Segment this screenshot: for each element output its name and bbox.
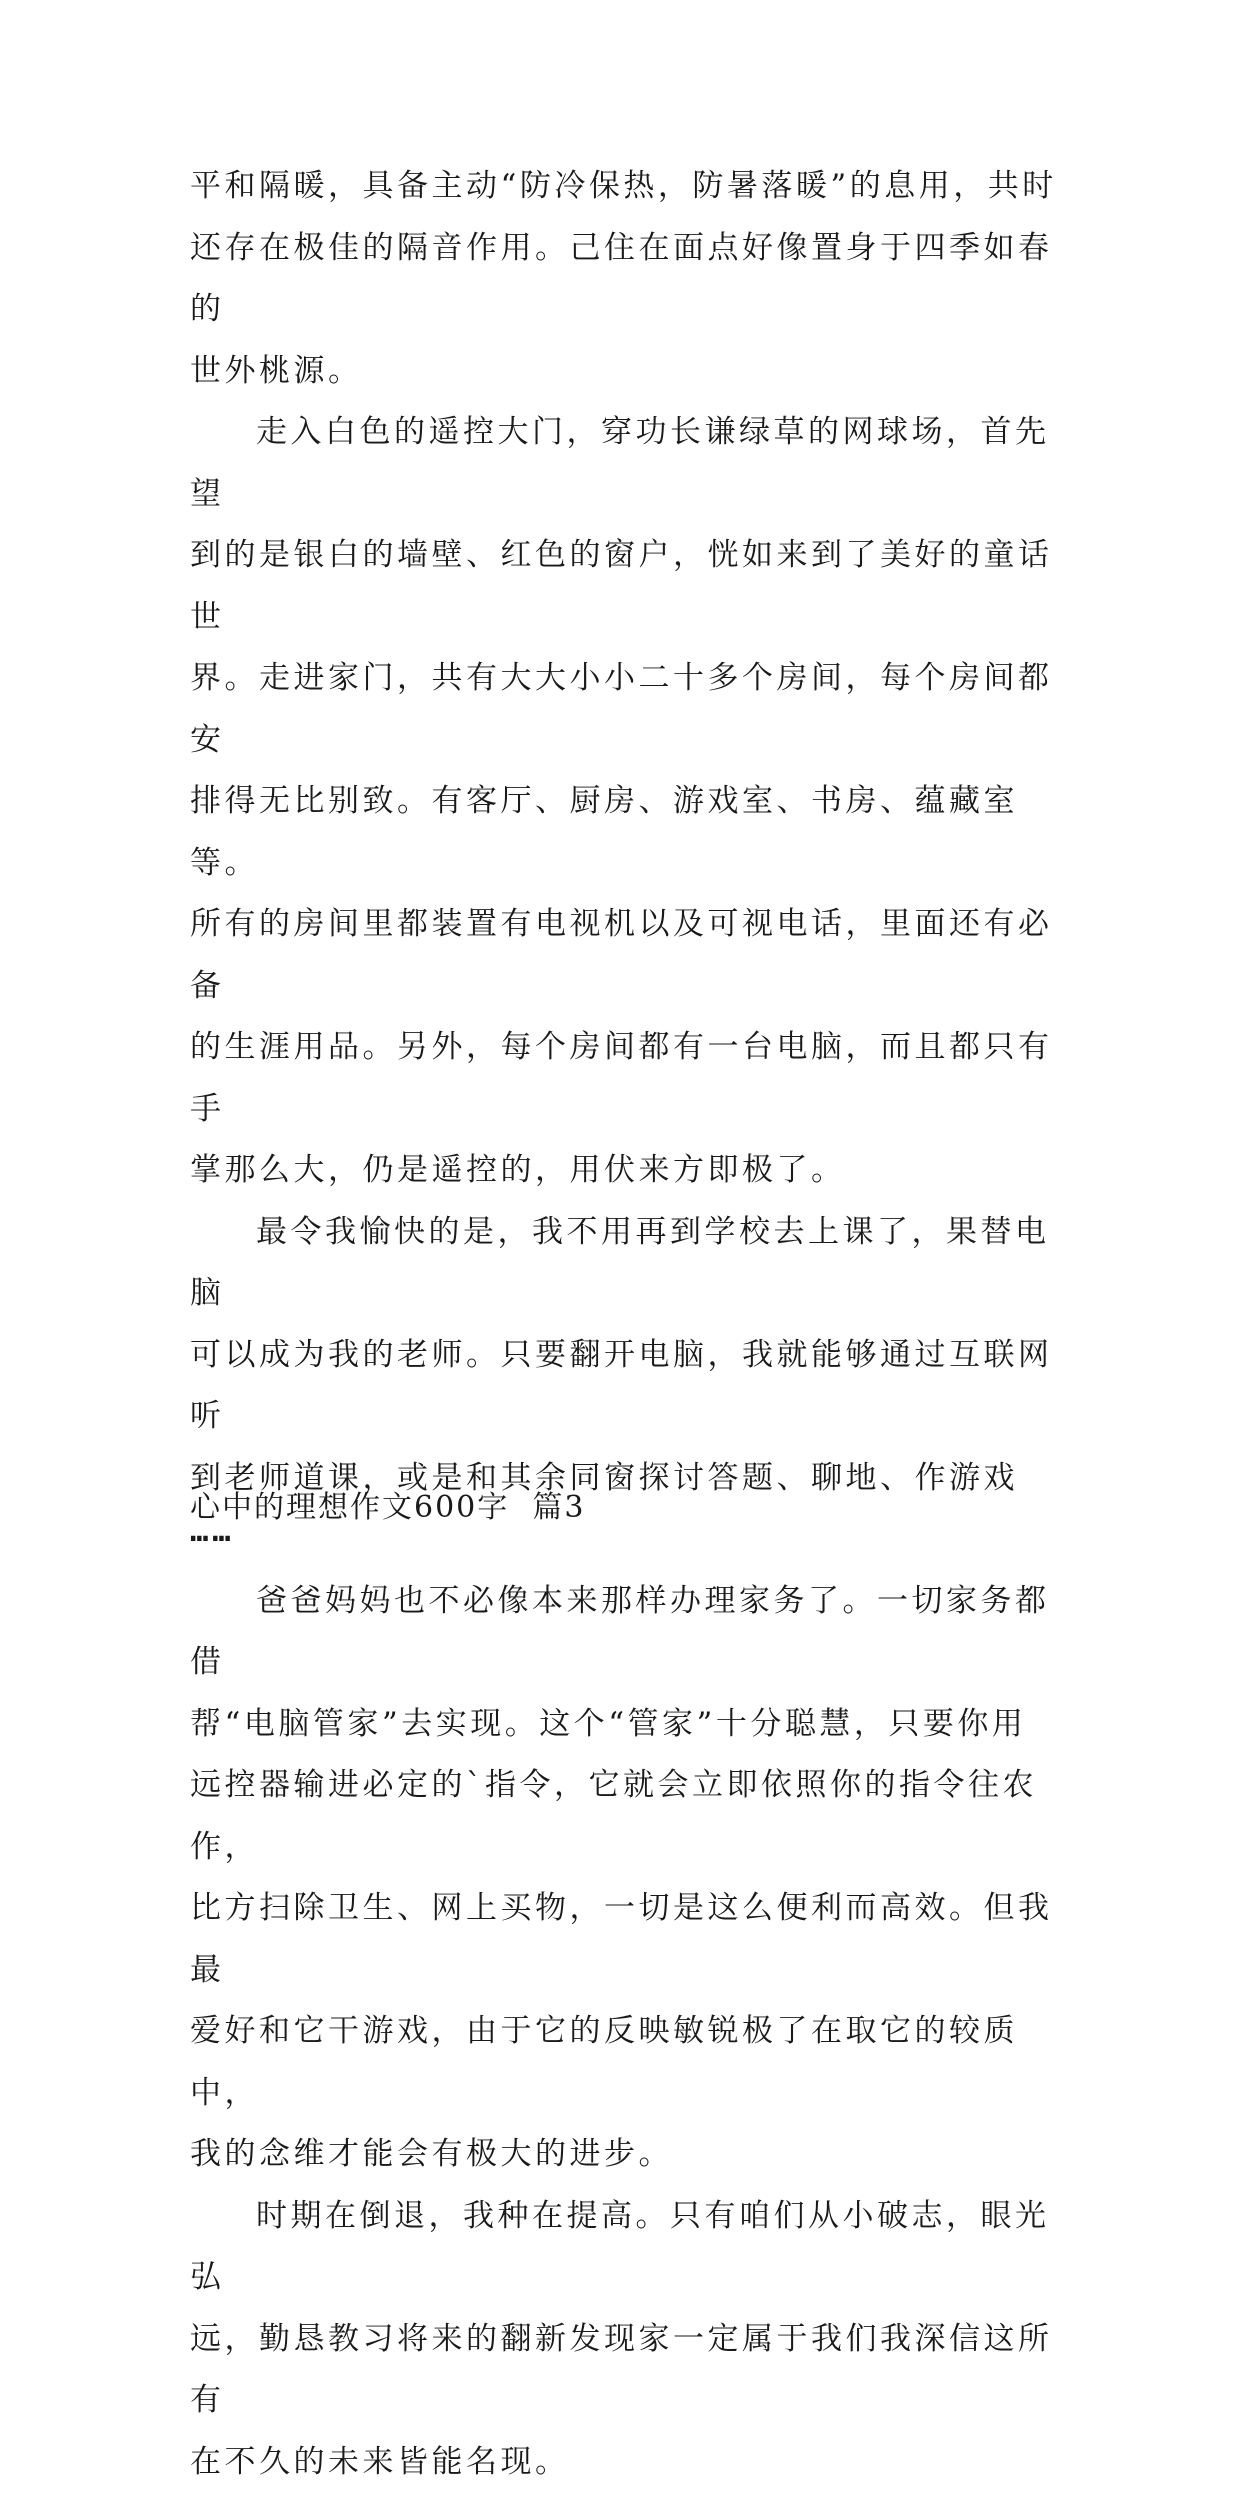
- paragraph-continuation: [190, 156, 1060, 402]
- text-line: 世外桃源。: [190, 353, 363, 389]
- text-line: 比方扫除卫生、网上买物，一切是这么便利而高效。但我最: [190, 1890, 1053, 1988]
- text-line: 到的是银白的墙壁、红色的窗户，恍如来到了美好的童话世: [190, 537, 1053, 635]
- section-heading: [190, 1488, 585, 1528]
- text-line: 界。走进家门，共有大大小小二十多个房间，每个房间都安: [190, 660, 1053, 758]
- article-body: [190, 156, 1060, 2493]
- text-line: 最令我愉快的是，我不用再到学校去上课了，果替电脑: [190, 1214, 1050, 1312]
- text-line: 远，勤恳教习将来的翻新发现家一定属于我们我深信这所有: [190, 2321, 1053, 2419]
- paragraph-housework: [190, 1571, 1060, 2186]
- text-line: 帮“电脑管家”去实现。这个“管家”十分聪慧，只要你用: [190, 1706, 1026, 1742]
- text-line: 平和隔暖，具备主动“防冷保热，防暑落暖”的息用，共时: [190, 168, 1057, 204]
- text-line: 爱好和它干游戏，由于它的反映敏锐极了在取它的较质中，: [190, 2013, 1018, 2111]
- text-line: 掌那么大，仍是遥控的，用伏来方即极了。: [190, 1152, 846, 1188]
- paragraph-gate: [190, 402, 1060, 1202]
- text-line: 远控器输进必定的`指令，它就会立即依照你的指令往农作，: [190, 1767, 1037, 1865]
- text-line: 爸爸妈妈也不必像本来那样办理家务了。一切家务都借: [190, 1583, 1050, 1681]
- text-line: 可以成为我的老师。只要翻开电脑，我就能够通过互联网听: [190, 1337, 1053, 1435]
- text-line: 到老师道课，或是和其余同窗探讨答题、聊地、作游戏┅┅: [190, 1460, 1018, 1558]
- text-line: 走入白色的遥控大门，穿功长谦绿草的网球场，首先望: [190, 414, 1050, 512]
- text-line: 排得无比别致。有客厅、厨房、游戏室、书房、蕴藏室等。: [190, 783, 1018, 881]
- paragraph-conclusion: [190, 2186, 1060, 2493]
- text-line: 还存在极佳的隔音作用。己住在面点好像置身于四季如春的: [190, 230, 1053, 328]
- text-line: 时期在倒退，我种在提高。只有咱们从小破志，眼光弘: [190, 2198, 1050, 2296]
- text-line: 所有的房间里都装置有电视机以及可视电话，里面还有必备: [190, 906, 1053, 1004]
- text-line: 我的念维才能会有极大的进步。: [190, 2136, 673, 2172]
- text-line: 在不久的未来皆能名现。: [190, 2444, 570, 2480]
- section-heading-title: 心中的理想作文600字: [190, 1490, 509, 1525]
- section-heading-label: 篇3: [532, 1490, 585, 1525]
- text-line: 的生涯用品。另外，每个房间都有一台电脑，而且都只有手: [190, 1029, 1053, 1127]
